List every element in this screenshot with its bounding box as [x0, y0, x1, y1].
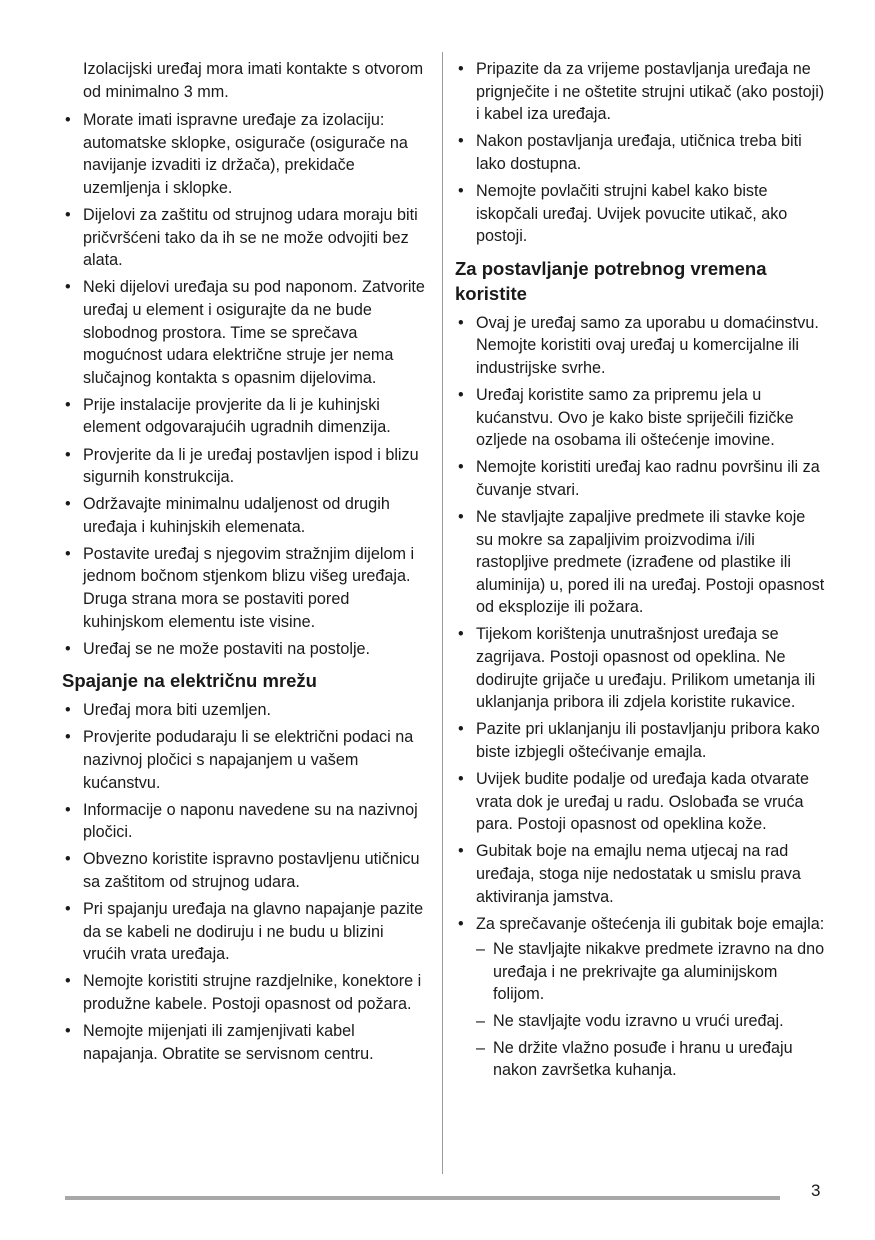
list-item: • Nemojte koristiti strujne razdjelnike, konektore i produžne kabele. Postoji opasnost od požara.	[62, 970, 430, 1015]
list-item: • Ovaj je uređaj samo za uporabu u domaćinstvu. Nemojte koristiti ovaj uređaj u komercijalne ili industrijske svrhe.	[455, 312, 825, 380]
bullet-list	[62, 699, 430, 1065]
list-item: • Tijekom korištenja unutrašnjost uređaja se zagrijava. Postoji opasnost od opeklina. Ne dodirujte grijače u uređaju. Prilikom umetanja ili uklanjanja pribora ili zdjela koristite rukavice.	[455, 623, 825, 713]
list-item: • Gubitak boje na emajlu nema utjecaj na rad uređaja, stoga nije nedostatak u smislu prava aktiviranja jamstva.	[455, 840, 825, 908]
section-heading-electric: Spajanje na električnu mrežu	[62, 670, 317, 692]
column-divider	[442, 52, 443, 1174]
list-item: • Prije instalacije provjerite da li je kuhinjski element odgovarajućih ugradnih dimenzija.	[62, 394, 430, 439]
list-item: • Uvijek budite podalje od uređaja kada otvarate vrata dok je uređaj u radu. Oslobađa se vruća para. Postoji opasnost od opeklina kože.	[455, 768, 825, 836]
section-heading-use: Za postavljanje potrebnog vremena koristite	[455, 257, 767, 304]
list-item: • Nakon postavljanja uređaja, utičnica treba biti lako dostupna.	[455, 130, 825, 175]
list-item: • Uređaj mora biti uzemljen.	[62, 699, 430, 722]
list-item: • Provjerite podudaraju li se električni podaci na nazivnoj pločici s napajanjem u vašem kućanstvu.	[62, 726, 430, 794]
sub-list-item: – Ne stavljajte vodu izravno u vrući uređaj.	[476, 1010, 825, 1033]
footer-rule	[65, 1196, 780, 1200]
list-item: • Neki dijelovi uređaja su pod naponom. Zatvorite uređaj u element i osigurajte da ne bude slobodnog prostora. Time se sprečava mogućnost udara električne struje jer nema slučajnog kontakta s opasnim dijelovima.	[62, 276, 430, 389]
list-item: • Postavite uređaj s njegovim stražnjim dijelom i jednom bočnom stjenkom blizu višeg uređaja. Druga strana mora se postaviti pored kuhinjskom elementu iste visine.	[62, 543, 430, 633]
list-item: • Obvezno koristite ispravno postavljenu utičnicu sa zaštitom od strujnog udara.	[62, 848, 430, 893]
list-item: • Nemojte povlačiti strujni kabel kako biste iskopčali uređaj. Uvijek povucite utikač, ako postoji.	[455, 180, 825, 248]
list-item: • Dijelovi za zaštitu od strujnog udara moraju biti pričvršćeni tako da ih se ne može odvojiti bez alata.	[62, 204, 430, 272]
list-item: • Uređaj se ne može postaviti na postolje.	[62, 638, 430, 661]
left-column	[62, 58, 430, 1070]
bullet-list	[455, 312, 825, 1082]
list-item: • Provjerite da li je uređaj postavljen ispod i blizu sigurnih konstrukcija.	[62, 444, 430, 489]
list-item: • Pazite pri uklanjanju ili postavljanju pribora kako biste izbjegli oštećivanje emajla.	[455, 718, 825, 763]
sub-list	[476, 938, 825, 1082]
list-item: • Informacije o naponu navedene su na nazivnoj pločici.	[62, 799, 430, 844]
list-item: • Ne stavljajte zapaljive predmete ili stavke koje su mokre sa zapaljivim proizvodima i/ili rastopljive predmete (izrađene od plastike ili aluminija) u, pored ili na uređaj. Postoji opasnost od eksplozije ili požara.	[455, 506, 825, 619]
sub-list-item: – Ne držite vlažno posuđe i hranu u uređaju nakon završetka kuhanja.	[476, 1037, 825, 1082]
list-item: • Morate imati ispravne uređaje za izolaciju: automatske sklopke, osigurače (osigurače na navijanje izvaditi iz držača), prekidače uzemljenja i sklopke.	[62, 109, 430, 199]
list-item-continuation: Izolacijski uređaj mora imati kontakte s otvorom od minimalno 3 mm.	[83, 60, 424, 101]
list-item: • Održavajte minimalnu udaljenost od drugih uređaja i kuhinjskih elemenata.	[62, 493, 430, 538]
list-item: • Pri spajanju uređaja na glavno napajanje pazite da se kabeli ne dodiruju i ne budu u blizini vrućih vrata uređaja.	[62, 898, 430, 966]
list-item-text: Za sprečavanje oštećenja ili gubitak boje emajla:	[476, 914, 825, 933]
bullet-list	[62, 58, 430, 660]
sub-list-item: – Ne stavljajte nikakve predmete izravno na dno uređaja i ne prekrivajte ga aluminijskom folijom.	[476, 938, 825, 1006]
right-column	[455, 58, 825, 1086]
list-item: • Uređaj koristite samo za pripremu jela u kućanstvu. Ovo je kako biste spriječili fizičke ozljede na osobama ili oštećenje imovine.	[455, 384, 825, 452]
bullet-list	[455, 58, 825, 248]
list-item: • Pripazite da za vrijeme postavljanja uređaja ne prignječite i ne oštetite strujni utikač (ako postoji) i kabel iza uređaja.	[455, 58, 825, 126]
page-number: 3	[811, 1181, 821, 1200]
list-item: • Nemojte mijenjati ili zamjenjivati kabel napajanja. Obratite se servisnom centru.	[62, 1020, 430, 1065]
list-item: • Nemojte koristiti uređaj kao radnu površinu ili za čuvanje stvari.	[455, 456, 825, 501]
list-item-enamel	[455, 913, 825, 1082]
